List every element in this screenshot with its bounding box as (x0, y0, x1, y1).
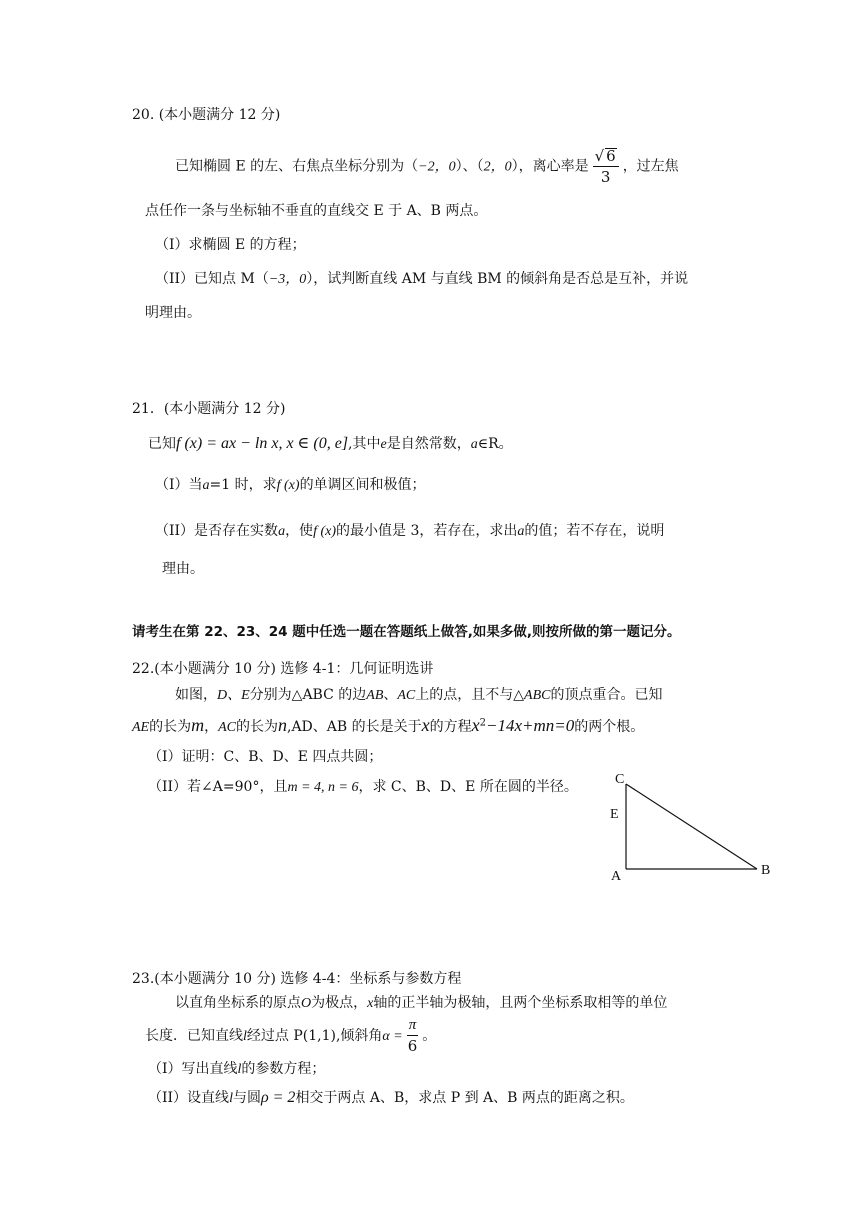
inclination-fraction: $\frac{\pi}{6}$ (407, 1017, 418, 1055)
q23-stem-line1: 以直角坐标系的原点O为极点，x轴的正半轴为极轴，且两个坐标系取相等的单位 (175, 995, 668, 1011)
vertex-label-a: A (611, 869, 622, 884)
q22-stem-line2: AE的长为m，AC的长为n,AD、AB 的长是关于x的方程$x^2-14x+mn=0$的两个根。 (132, 715, 645, 735)
q22-part1: （I）证明：C、B、D、E 四点共圆； (148, 749, 383, 765)
point-label-e: E (610, 807, 619, 822)
q23-part2: （II）设直线l与圆ρ = 2相交于两点 A、B，求点 P 到 A、B 两点的距离之积。 (148, 1089, 634, 1106)
q23-header: 23.(本小题满分 10 分) 选修 4-4：坐标系与参数方程 (132, 971, 462, 987)
q20-header: 20. (本小题满分 12 分) (132, 107, 281, 123)
q21-part1: （I）当a=1 时，求f (x)的单调区间和极值； (155, 477, 426, 493)
q21-part2-cont: 理由。 (162, 561, 204, 577)
q22-part2: （II）若∠A=90°，且m = 4, n = 6，求 C、B、D、E 所在圆的半径。 (148, 779, 578, 795)
eccentricity-fraction: $\frac{√ 6}{3}$ (593, 148, 619, 185)
vertex-label-b: B (761, 863, 771, 878)
q20-part2-cont: 明理由。 (145, 305, 201, 321)
q23-part1: （I）写出直线l的参数方程； (148, 1061, 326, 1077)
q21-part2: （II）是否存在实数a，使f (x)的最小值是 3，若存在，求出a的值；若不存在，说明 (155, 523, 665, 539)
q20-part1: （I）求椭圆 E 的方程； (155, 237, 306, 253)
q20-part2: （II）已知点 M（−3，0），试判断直线 AM 与直线 BM 的倾斜角是否总是互补，并说 (155, 271, 689, 287)
q22-header: 22.(本小题满分 10 分) 选修 4-1：几何证明选讲 (132, 661, 434, 677)
q22-stem-line1: 如图，D、E分别为△ABC 的边AB、AC上的点，且不与△ABC的顶点重合。已知 (175, 687, 663, 703)
vertex-label-c: C (615, 772, 625, 787)
q21-stem: 已知f (x) = ax − ln x, x ∈ (0, e],其中e是自然常数，a∈R。 (148, 435, 513, 452)
elective-notice: 请考生在第 22、23、24 题中任选一题在答题纸上做答,如果多做,则按所做的第一题记分。 (132, 624, 681, 640)
q20-stem-line2: 点任作一条与坐标轴不垂直的直线交 E 于 A、B 两点。 (145, 203, 488, 219)
q20-stem: 已知椭圆 E 的左、右焦点坐标分别为（−2，0）、（2，0），离心率是 $\frac{√ 6}{3}$ ，过左焦 (175, 147, 679, 186)
q23-stem-line2: 长度．已知直线l经过点 P(1,1),倾斜角α = $\frac{\pi}{6}$ 。 (145, 1017, 437, 1055)
triangle-side-cb (626, 784, 757, 869)
q21-header: 21．(本小题满分 12 分) (132, 401, 286, 417)
